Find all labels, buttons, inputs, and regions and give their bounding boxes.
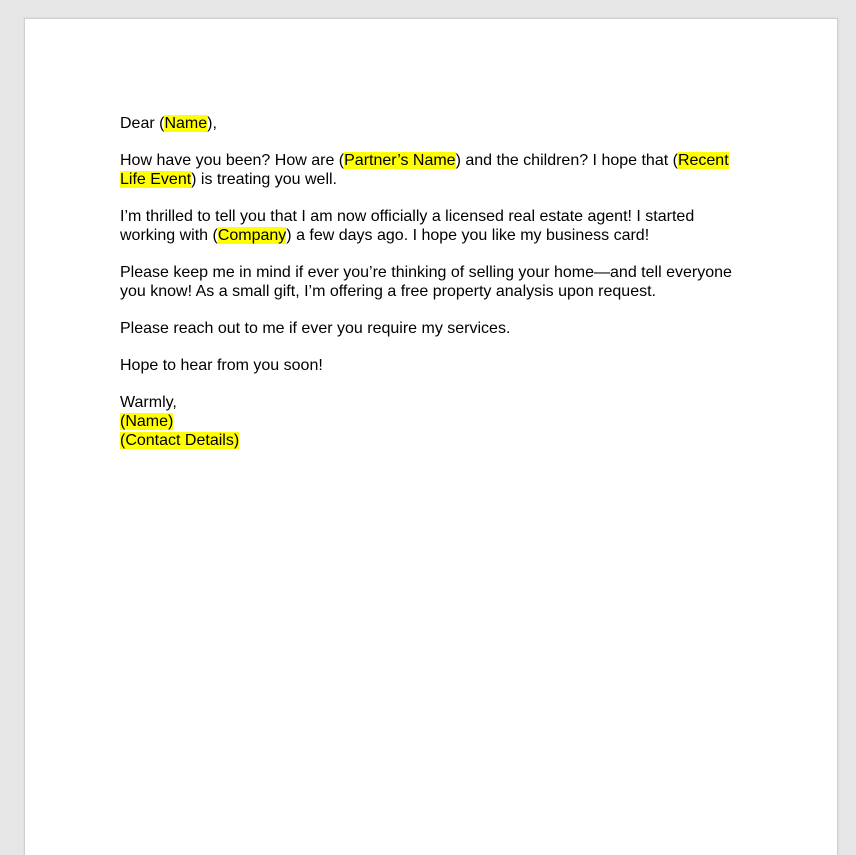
signoff-block bbox=[120, 393, 740, 450]
greeting-suffix: ), bbox=[207, 115, 217, 132]
placeholder-contact-details: (Contact Details) bbox=[120, 432, 240, 449]
letter-body[interactable] bbox=[120, 114, 740, 450]
paragraph-5: Hope to hear from you soon! bbox=[120, 357, 323, 374]
greeting-prefix: Dear ( bbox=[120, 115, 165, 132]
placeholder-partner-name: Partner’s Name bbox=[344, 152, 456, 169]
paragraph-2-text-b: ) a few days ago. I hope you like my business card! bbox=[286, 227, 650, 244]
placeholder-recipient-name: Name bbox=[164, 115, 208, 132]
closing-line: Warmly, bbox=[120, 394, 177, 411]
paragraph-1-text-b: ) and the children? I hope that ( bbox=[455, 152, 678, 169]
signature-name-line bbox=[120, 412, 740, 431]
placeholder-recent-life-event: Recent Life Event bbox=[120, 152, 729, 188]
placeholder-sender-name: (Name) bbox=[120, 413, 174, 430]
paragraph-1 bbox=[120, 151, 740, 189]
placeholder-company: Company bbox=[217, 227, 287, 244]
paragraph-2 bbox=[120, 207, 740, 245]
paragraph-1-text-a: How have you been? How are ( bbox=[120, 152, 345, 169]
signature-contact-line bbox=[120, 431, 740, 450]
paragraph-1-text-c: ) is treating you well. bbox=[191, 171, 337, 188]
paragraph-4: Please reach out to me if ever you require my services. bbox=[120, 320, 511, 337]
document-page[interactable] bbox=[24, 18, 838, 855]
greeting-line bbox=[120, 114, 740, 133]
paragraph-3: Please keep me in mind if ever you’re thinking of selling your home—and tell everyone you know! As a small gift, I’m offering a free property analysis upon request. bbox=[120, 264, 732, 300]
paragraph-2-text-a: I’m thrilled to tell you that I am now officially a licensed real estate agent! I started working with ( bbox=[120, 208, 695, 244]
